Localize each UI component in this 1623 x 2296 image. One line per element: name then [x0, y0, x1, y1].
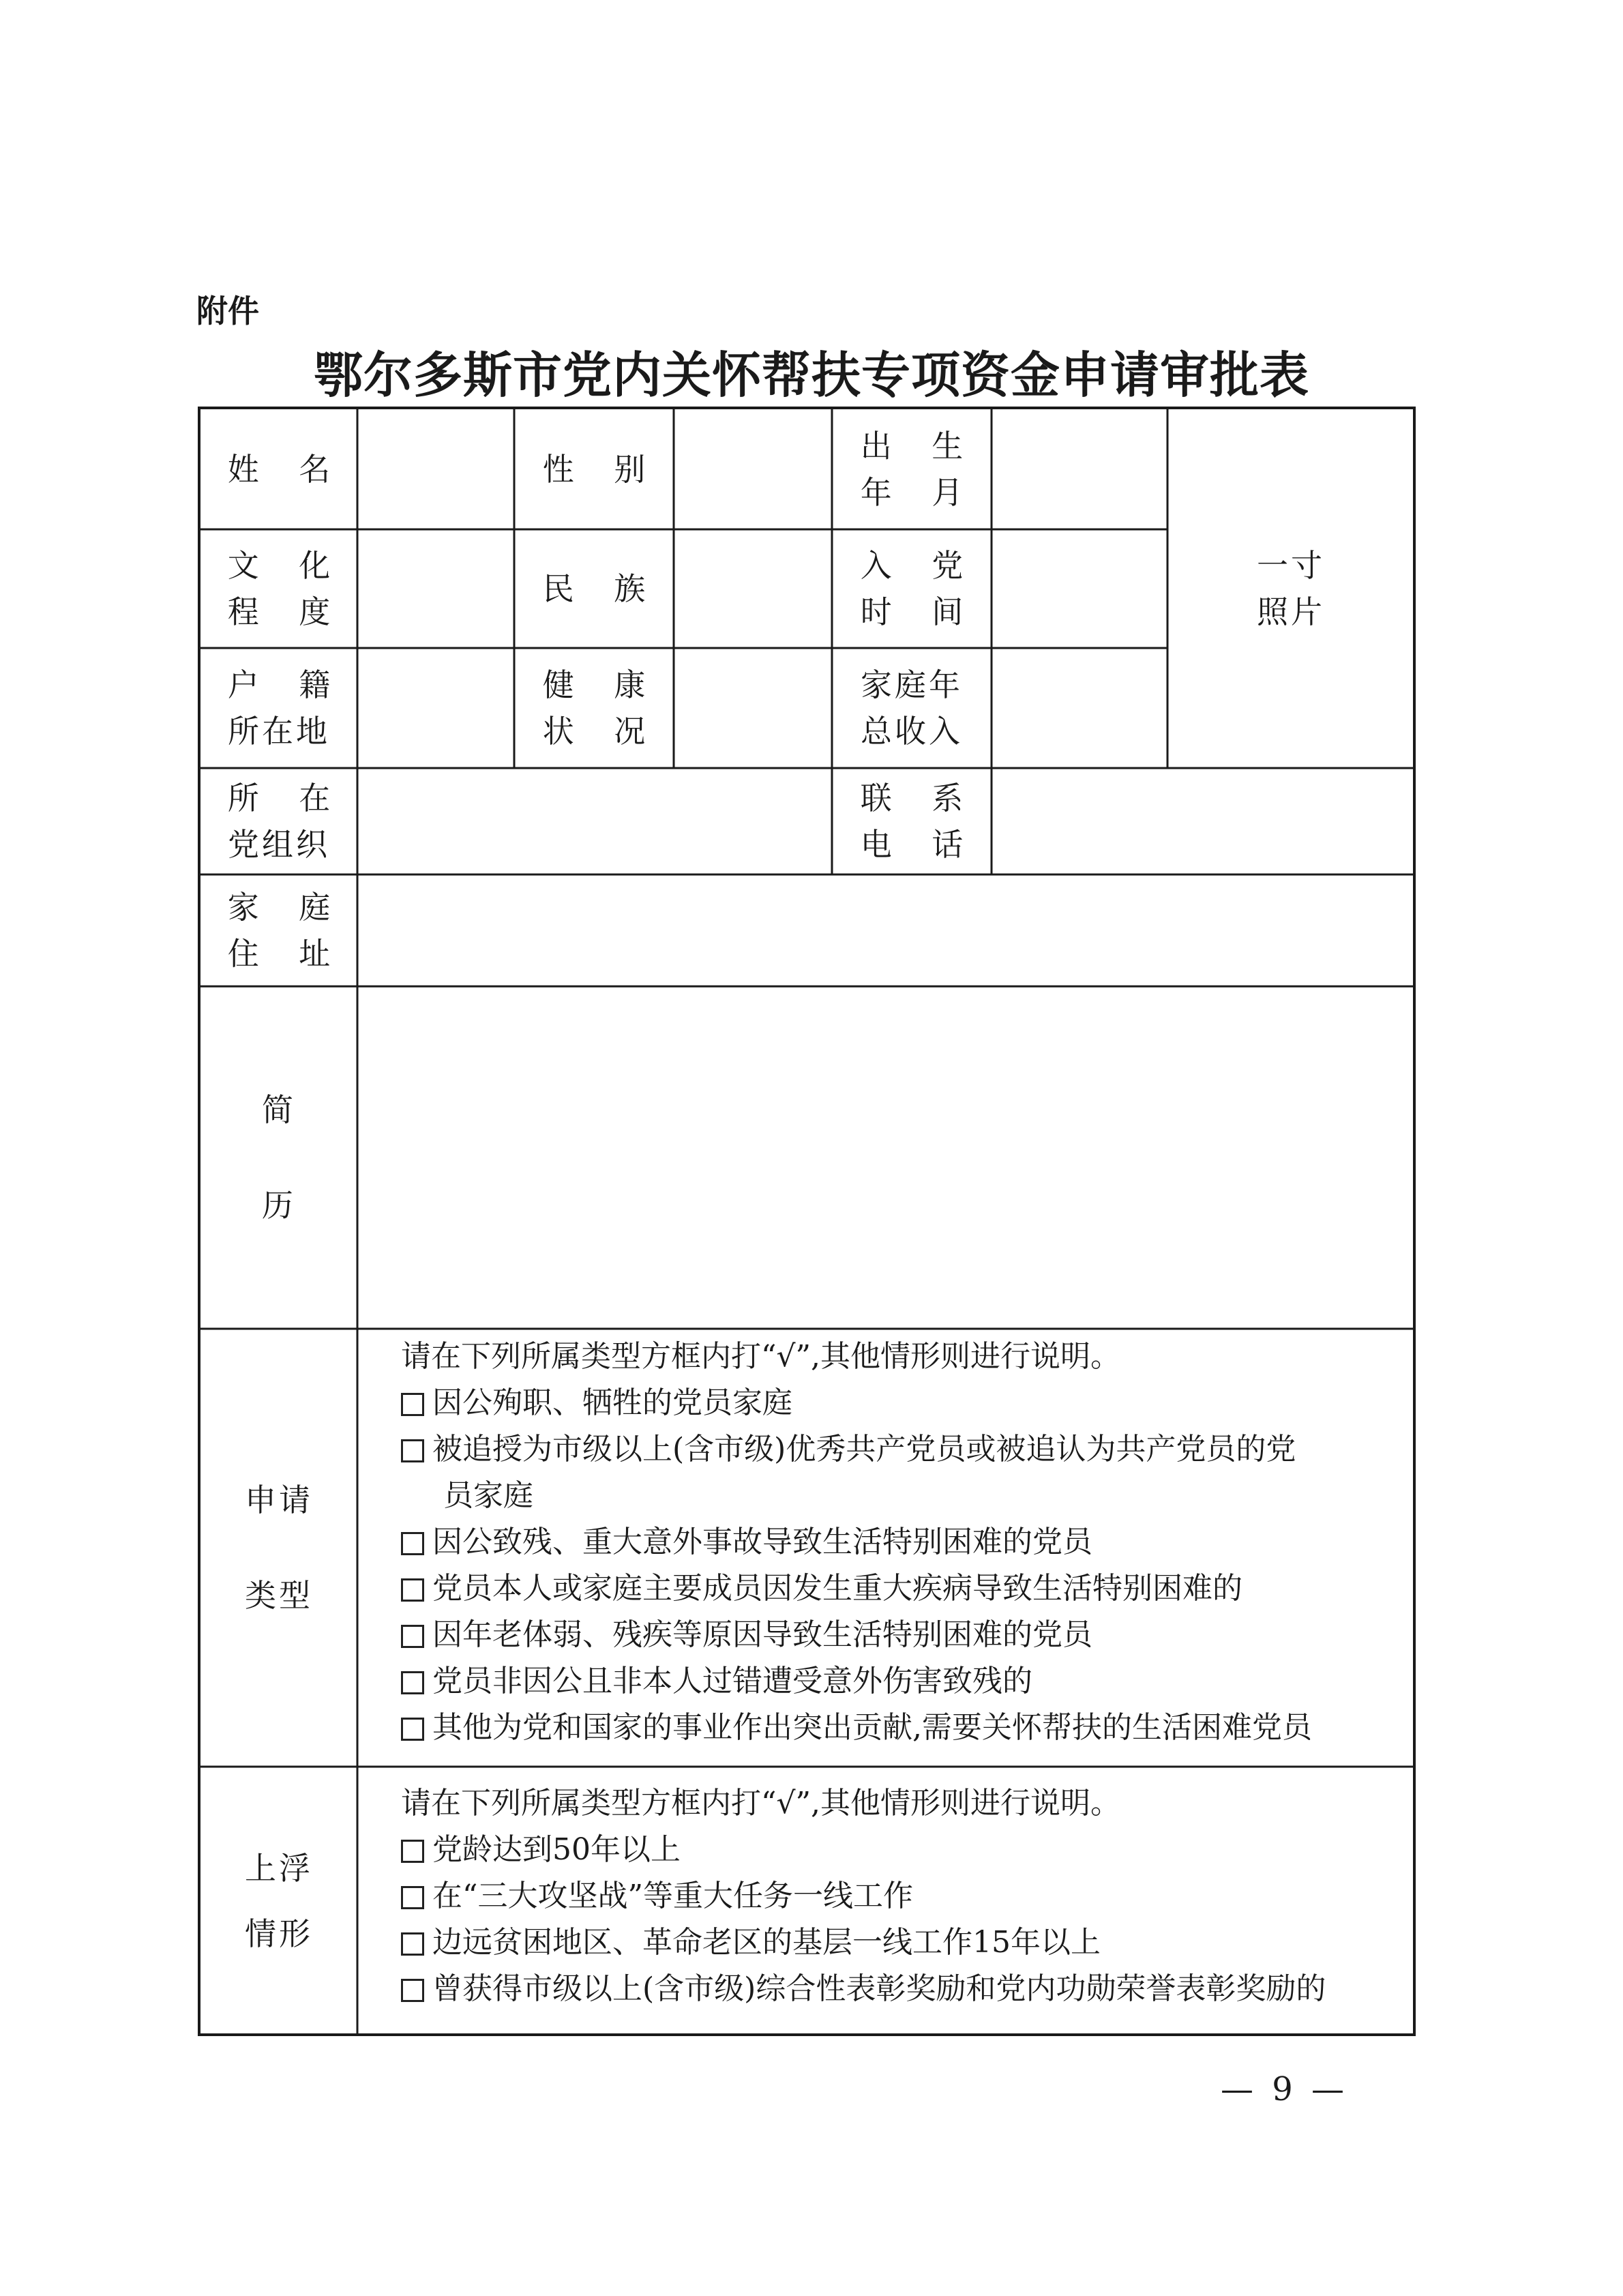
page-number: — 9 —: [1221, 2070, 1349, 2108]
app-option-4[interactable]: 党员本人或家庭主要成员因发生重大疾病导致生活特别困难的: [401, 1565, 1312, 1612]
checkbox[interactable]: [401, 1671, 424, 1694]
checkbox[interactable]: [401, 1718, 424, 1741]
checkbox[interactable]: [401, 1932, 424, 1956]
float-situation-options: [401, 1780, 1326, 2012]
app-option-5[interactable]: 因年老体弱、残疾等原因导致生活特别困难的党员: [401, 1612, 1312, 1658]
label-family-income: 家庭年 总收入: [861, 666, 963, 750]
label-float-situation: 上浮 情形: [245, 1849, 313, 1952]
checkbox[interactable]: [401, 1532, 424, 1555]
label-phone: 联 系 电 话: [860, 780, 979, 863]
checkbox[interactable]: [401, 1439, 424, 1462]
checkbox[interactable]: [401, 1886, 424, 1909]
app-option-2[interactable]: 被追授为市级以上(含市级)优秀共产党员或被追认为共产党员的党: [401, 1426, 1312, 1473]
checkbox[interactable]: [401, 1625, 424, 1648]
checkbox[interactable]: [401, 1840, 424, 1863]
app-option-7[interactable]: 其他为党和国家的事业作出突出贡献,需要关怀帮扶的生活困难党员: [401, 1705, 1312, 1751]
label-party-organization: 所 在 党组织: [227, 780, 346, 863]
label-birth: 出 生 年 月: [860, 428, 979, 511]
float-option-2[interactable]: 在“三大攻坚战”等重大任务一线工作: [401, 1873, 1326, 1919]
label-application-type: 申请 类型: [245, 1482, 313, 1614]
app-option-1[interactable]: 因公殉职、牺牲的党员家庭: [401, 1380, 1312, 1426]
checkbox[interactable]: [401, 1578, 424, 1602]
label-ethnicity: 民 族: [542, 570, 661, 607]
float-option-4[interactable]: 曾获得市级以上(含市级)综合性表彰奖励和党内功勋荣誉表彰奖励的: [401, 1966, 1326, 2012]
label-gender: 性 别: [542, 451, 661, 488]
checkbox[interactable]: [401, 1393, 424, 1416]
application-type-instruction: 请在下列所属类型方框内打“√”,其他情形则进行说明。: [401, 1339, 1121, 1374]
float-option-3[interactable]: 边远贫困地区、革命老区的基层一线工作15年以上: [401, 1919, 1326, 1966]
checkbox[interactable]: [401, 1979, 424, 2002]
label-name: 姓 名: [227, 451, 346, 488]
form-title: 鄂尔多斯市党内关怀帮扶专项资金申请审批表: [313, 346, 1309, 404]
app-option-3[interactable]: 因公致残、重大意外事故导致生活特别困难的党员: [401, 1519, 1312, 1565]
label-health: 健 康 状 况: [542, 666, 661, 750]
label-education: 文 化 程 度: [227, 547, 346, 630]
label-resume: 简 历: [262, 1091, 296, 1224]
label-party-join-date: 入 党 时 间: [860, 547, 979, 630]
label-household-registration: 户 籍 所在地: [227, 666, 346, 750]
app-option-2-continued: 员家庭: [443, 1478, 533, 1513]
label-home-address: 家 庭 住 址: [227, 889, 346, 972]
app-option-6[interactable]: 党员非因公且非本人过错遭受意外伤害致残的: [401, 1658, 1312, 1705]
float-situation-instruction: 请在下列所属类型方框内打“√”,其他情形则进行说明。: [401, 1786, 1121, 1821]
application-type-options: [401, 1334, 1312, 1751]
attachment-label: 附件: [196, 293, 259, 329]
photo-placeholder: 一寸 照片: [1257, 547, 1325, 630]
float-option-1[interactable]: 党龄达到50年以上: [401, 1827, 1326, 1873]
